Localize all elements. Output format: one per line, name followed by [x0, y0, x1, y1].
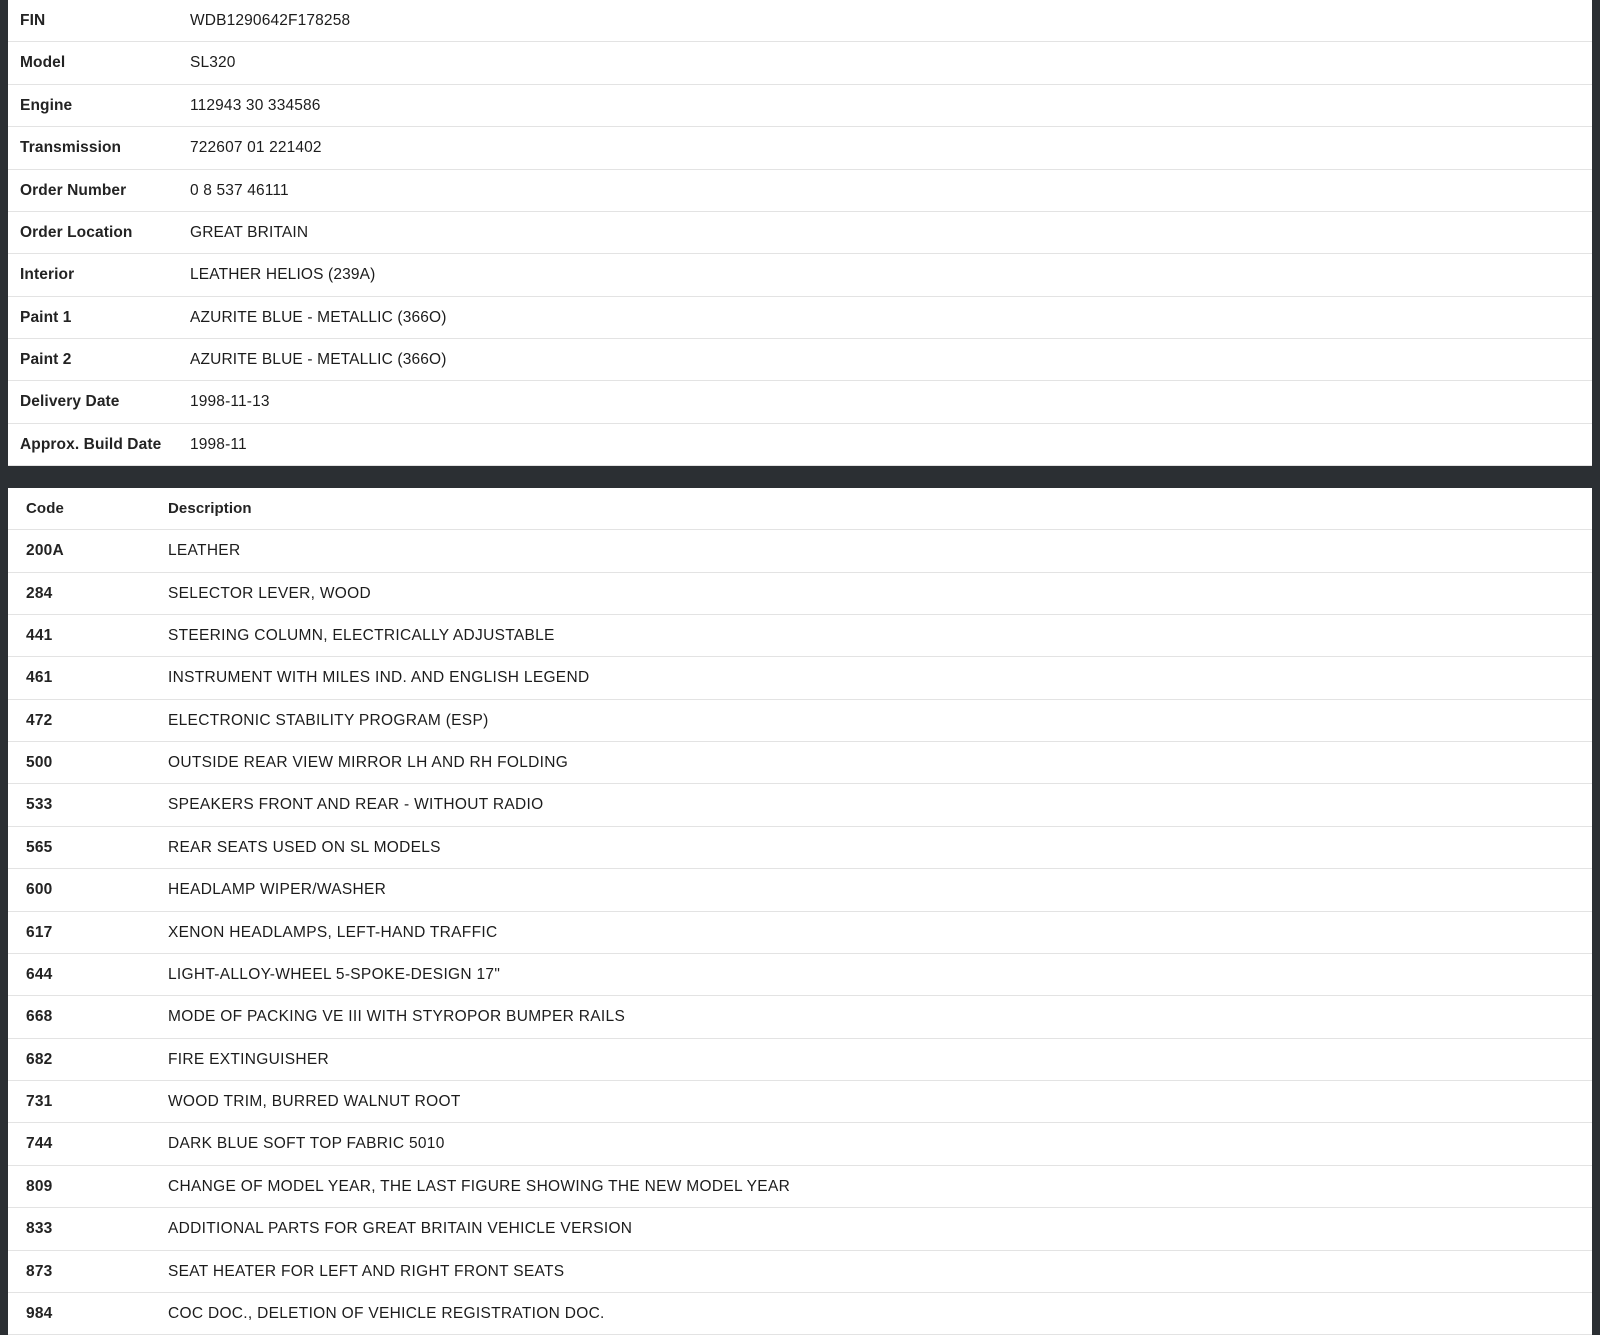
description-cell: INSTRUMENT WITH MILES IND. AND ENGLISH LEGEND [168, 669, 590, 687]
code-cell: 533 [26, 796, 53, 814]
table-row [8, 657, 1592, 699]
description-cell: OUTSIDE REAR VIEW MIRROR LH AND RH FOLDING [168, 754, 569, 771]
code-cell: 472 [26, 711, 53, 729]
left-gutter [0, 0, 8, 466]
table-row [8, 423, 1592, 465]
info-value: SL320 [190, 54, 236, 72]
info-value: AZURITE BLUE - METALLIC (366O) [190, 308, 447, 326]
description-cell: STEERING COLUMN, ELECTRICALLY ADJUSTABLE [168, 626, 555, 644]
table-row [8, 530, 1592, 572]
table-row [8, 953, 1592, 995]
table-row [8, 911, 1592, 953]
description-cell: ADDITIONAL PARTS FOR GREAT BRITAIN VEHICLE VERSION [168, 1220, 633, 1238]
table-row [8, 1208, 1592, 1250]
table-row [8, 1292, 1592, 1334]
column-header-description: Description [168, 500, 252, 518]
left-gutter-codes [0, 488, 8, 1335]
table-row [8, 0, 1592, 42]
code-cell: 565 [26, 838, 53, 856]
code-cell: 441 [26, 626, 53, 644]
table-row [8, 1081, 1592, 1123]
table-row [8, 869, 1592, 911]
table-row [8, 784, 1592, 826]
table-row [8, 381, 1592, 423]
code-cell: 744 [26, 1135, 53, 1153]
info-label: Engine [20, 96, 73, 114]
table-header-row [8, 488, 1592, 530]
table-row [8, 614, 1592, 656]
code-cell: 600 [26, 881, 53, 899]
table-row [8, 42, 1592, 84]
info-value: WDB1290642F178258 [190, 12, 351, 29]
table-row [8, 1165, 1592, 1207]
equipment-codes-content [8, 488, 1592, 1335]
description-cell: XENON HEADLAMPS, LEFT-HAND TRAFFIC [168, 923, 498, 941]
equipment-codes-body [8, 530, 1592, 1335]
description-cell: HEADLAMP WIPER/WASHER [168, 881, 387, 899]
equipment-codes-table [8, 488, 1592, 1335]
info-value: 1998-11-13 [190, 393, 270, 411]
code-cell: 461 [26, 669, 53, 687]
table-row [8, 742, 1592, 784]
code-cell: 731 [26, 1093, 53, 1110]
code-cell: 200A [26, 542, 64, 560]
info-value: GREAT BRITAIN [190, 223, 309, 241]
table-row [8, 826, 1592, 868]
table-row [8, 127, 1592, 169]
code-cell: 617 [26, 923, 53, 941]
right-gutter-codes [1592, 488, 1600, 1335]
info-label: Interior [20, 266, 75, 284]
table-row [8, 296, 1592, 338]
code-cell: 644 [26, 965, 53, 983]
info-value: 1998-11 [190, 435, 247, 453]
info-label: Order Location [20, 223, 133, 241]
description-cell: LEATHER [168, 542, 241, 560]
info-label: Transmission [20, 139, 122, 157]
info-value: 112943 30 334586 [190, 96, 321, 114]
description-cell: WOOD TRIM, BURRED WALNUT ROOT [168, 1093, 461, 1110]
section-divider-band [0, 466, 1600, 488]
table-row [8, 254, 1592, 296]
code-cell: 984 [26, 1304, 53, 1322]
info-label: Delivery Date [20, 393, 120, 411]
description-cell: SELECTOR LEVER, WOOD [168, 584, 371, 602]
code-cell: 284 [26, 584, 53, 602]
table-row [8, 1038, 1592, 1080]
description-cell: ELECTRONIC STABILITY PROGRAM (ESP) [168, 711, 489, 729]
equipment-codes-head [8, 488, 1592, 530]
table-row [8, 1250, 1592, 1292]
table-row [8, 996, 1592, 1038]
info-label: Model [20, 54, 66, 72]
vehicle-info-body [8, 0, 1592, 466]
info-value: AZURITE BLUE - METALLIC (366O) [190, 351, 447, 368]
table-row [8, 699, 1592, 741]
table-row [8, 572, 1592, 614]
code-cell: 833 [26, 1220, 53, 1238]
description-cell: CHANGE OF MODEL YEAR, THE LAST FIGURE SHOWING THE NEW MODEL YEAR [168, 1177, 791, 1195]
description-cell: MODE OF PACKING VE III WITH STYROPOR BUMPER RAILS [168, 1008, 626, 1026]
info-value: LEATHER HELIOS (239A) [190, 266, 376, 284]
description-cell: DARK BLUE SOFT TOP FABRIC 5010 [168, 1135, 445, 1153]
table-row [8, 1123, 1592, 1165]
code-cell: 809 [26, 1177, 53, 1195]
table-row [8, 84, 1592, 126]
table-row [8, 169, 1592, 211]
description-cell: SEAT HEATER FOR LEFT AND RIGHT FRONT SEATS [168, 1262, 565, 1280]
info-value: 0 8 537 46111 [190, 181, 289, 199]
info-label: Paint 1 [20, 308, 72, 326]
vehicle-info-section [0, 0, 1600, 466]
description-cell: FIRE EXTINGUISHER [168, 1050, 329, 1068]
right-gutter [1592, 0, 1600, 466]
info-label: Paint 2 [20, 351, 72, 368]
table-row [8, 339, 1592, 381]
description-cell: COC DOC., DELETION OF VEHICLE REGISTRATION DOC. [168, 1304, 605, 1322]
info-label: Approx. Build Date [20, 435, 162, 453]
info-label: Order Number [20, 181, 127, 199]
info-label: FIN [20, 12, 46, 29]
code-cell: 668 [26, 1008, 53, 1026]
description-cell: REAR SEATS USED ON SL MODELS [168, 838, 441, 856]
info-value: 722607 01 221402 [190, 139, 322, 157]
column-header-code: Code [26, 500, 64, 518]
vehicle-info-table [8, 0, 1592, 466]
code-cell: 682 [26, 1050, 53, 1068]
code-cell: 500 [26, 754, 53, 771]
code-cell: 873 [26, 1262, 53, 1280]
equipment-codes-section [0, 488, 1600, 1335]
description-cell: LIGHT-ALLOY-WHEEL 5-SPOKE-DESIGN 17" [168, 965, 501, 983]
vehicle-info-content [8, 0, 1592, 466]
table-row [8, 211, 1592, 253]
description-cell: SPEAKERS FRONT AND REAR - WITHOUT RADIO [168, 796, 544, 814]
